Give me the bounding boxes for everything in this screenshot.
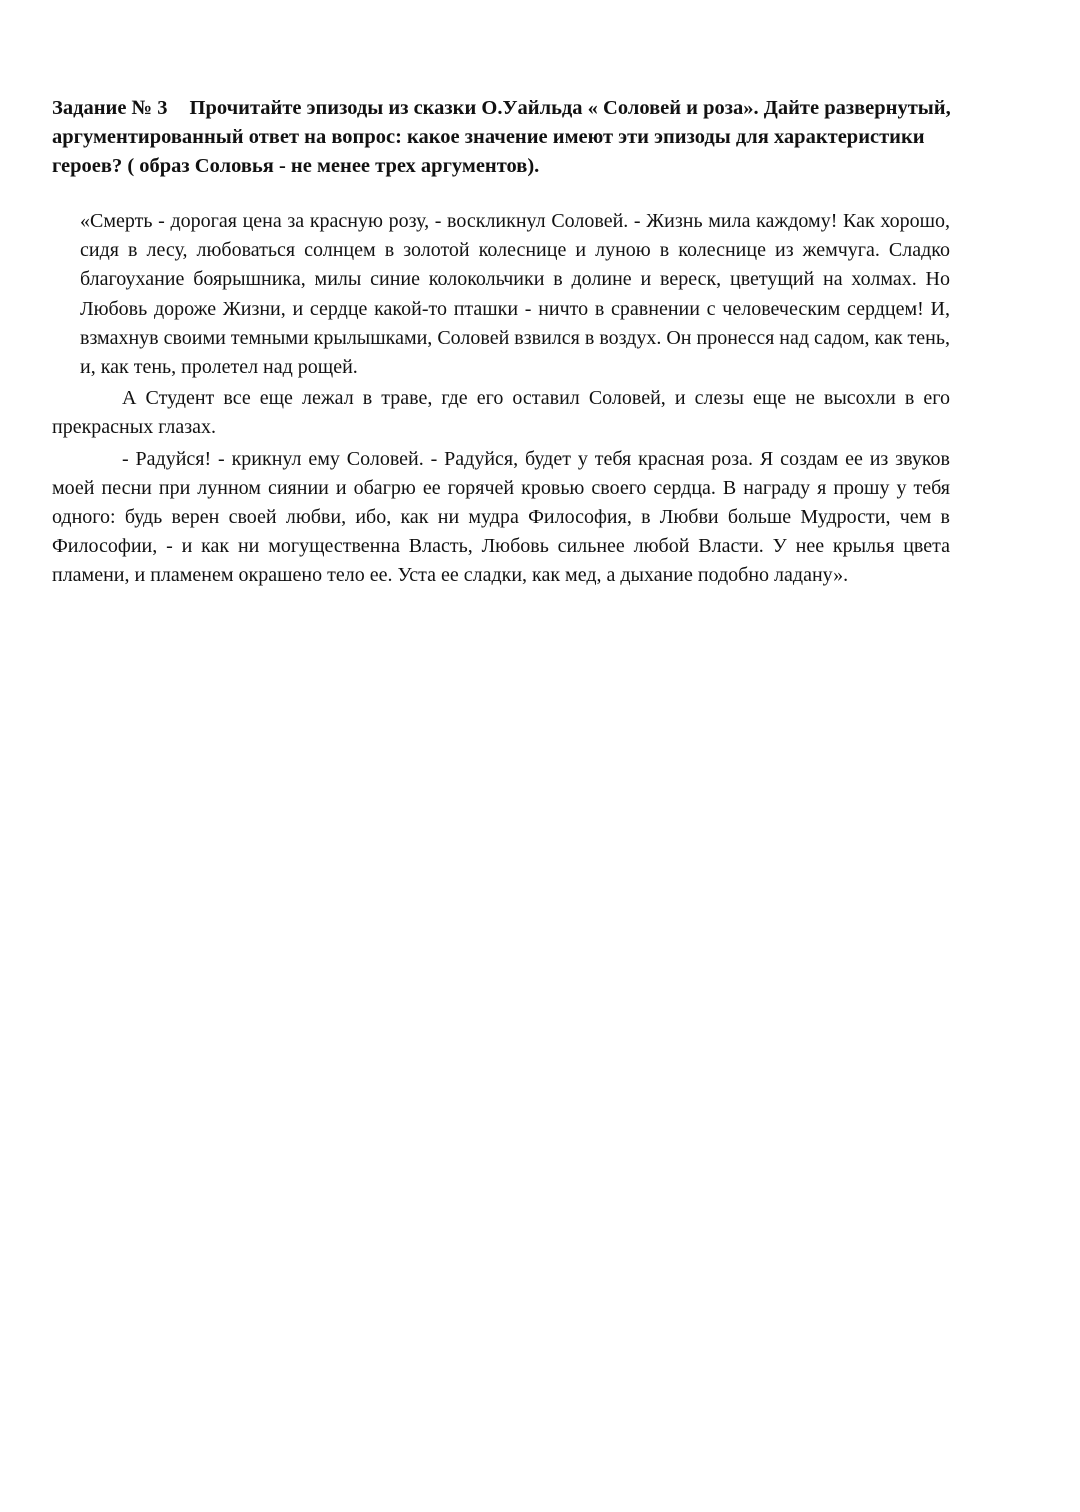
excerpt <box>52 207 950 591</box>
excerpt-paragraph-1: «Смерть - дорогая цена за красную розу, - воскликнул Соловей. - Жизнь мила каждому! Как хорошо, сидя в лесу, любоваться солнцем в золотой колеснице и луною в колеснице из жемчуга. Сладко благоухание боярышника, милы синие колокольчики в долине и вереск, цветущий на холмах. Но Любовь дороже Жизни, и сердце какой-то пташки - ничто в сравнении с человеческим сердцем! И, взмахнув своими темными крылышками, Соловей взвился в воздух. Он пронесся над садом, как тень, и, как тень, пролетел над рощей. <box>80 210 950 379</box>
excerpt-paragraph-2: А Студент все еще лежал в траве, где его оставил Соловей, и слезы еще не высохли в его прекрасных глазах. <box>52 387 950 439</box>
excerpt-paragraph-3: - Радуйся! - крикнул ему Соловей. - Радуйся, будет у тебя красная роза. Я создам ее из звуков моей песни при лунном сиянии и обагрю ее горячей кровью своего сердца. В награду я прошу у тебя одного: будь верен своей любви, ибо, как ни мудра Философия, в Любви больше Мудрости, чем в Философии, - и как ни могущественна Власть, Любовь сильнее любой Власти. У нее крылья цвета пламени, и пламенем окрашено тело ее. Уста ее сладки, как мед, а дыхание подобно ладану». <box>52 447 950 587</box>
task-heading <box>52 94 952 181</box>
task-instructions: Прочитайте эпизоды из сказки О.Уайльда « Соловей и роза». Дайте развернутый, аргументированный ответ на вопрос: какое значение имеют эти эпизоды для характеристики героев? ( образ Соловья - не менее трех аргументов). <box>52 97 951 177</box>
task-number: Задание № 3 <box>52 97 168 119</box>
